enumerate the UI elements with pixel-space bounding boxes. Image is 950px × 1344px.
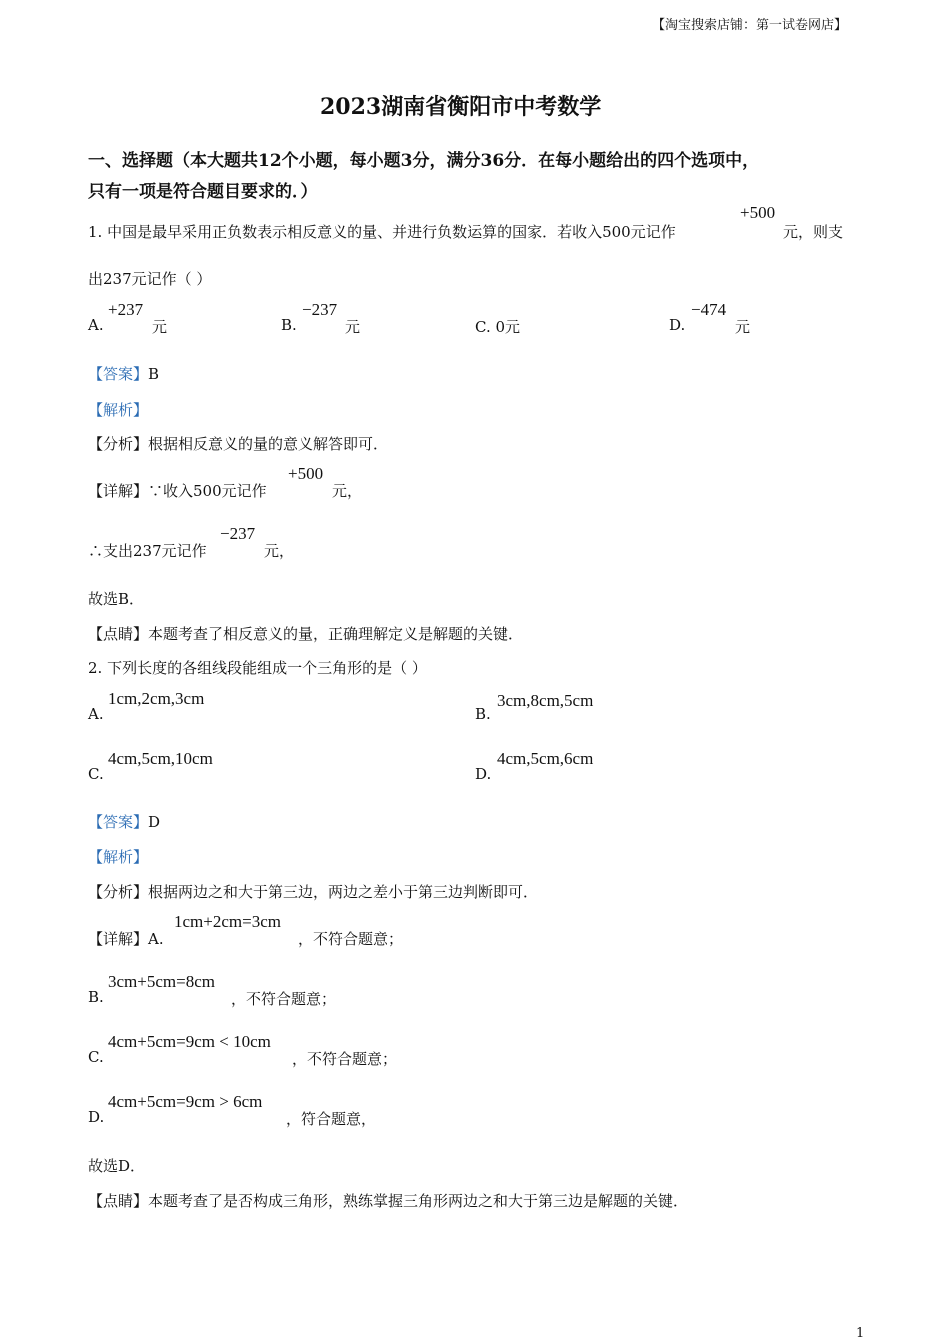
q2-stem: 2. 下列长度的各组线段能组成一个三角形的是（ ） (88, 659, 427, 677)
option-math: 3cm,8cm,5cm (497, 691, 594, 710)
q2-detail-b-label: B. (88, 988, 104, 1006)
option-label: B. (281, 316, 297, 334)
q1-stem-b: 元，则支 (783, 223, 844, 241)
comment-tag: 【点睛】 (88, 625, 149, 643)
option-label: C. (88, 765, 104, 783)
q1-analysis-tag: 【解析】 (88, 401, 149, 419)
q1-choose: 故选B． (88, 590, 145, 608)
option-math: +237 (108, 300, 144, 319)
q2-detail-text-d: ，符合题意， (286, 1110, 377, 1128)
option-label: D. (669, 316, 686, 334)
option-unit: 元 (735, 318, 751, 336)
option-math: −474 (691, 300, 727, 319)
q1-detail-line2: ∴支出237元记作 (88, 542, 207, 560)
q2-answer (88, 811, 160, 832)
option-math: 4cm,5cm,6cm (497, 749, 594, 768)
q1-stem-math: +500 (740, 203, 776, 222)
section-heading-line2: 只有一项是符合题目要求的．） (88, 182, 318, 202)
fenxi-tag: 【分析】 (88, 435, 149, 453)
q2-detail-c-label: C. (88, 1048, 104, 1066)
q1-fenxi (88, 433, 388, 454)
option-math: −237 (302, 300, 338, 319)
detail-label: A. (148, 930, 164, 948)
option-label: A. (88, 316, 104, 334)
q2-detail-math-d: 4cm+5cm=9cm > 6cm (108, 1092, 263, 1111)
option-label: B. (475, 705, 491, 723)
fenxi-text: 根据两边之和大于第三边，两边之差小于第三边判断即可． (148, 883, 539, 901)
detail-tag: 【详解】 (88, 930, 149, 948)
section-heading-line1: 一、选择题（本大题共12个小题，每小题3分，满分36分．在每小题给出的四个选项中， (88, 151, 760, 171)
answer-tag: 【答案】 (88, 813, 149, 831)
q2-choose: 故选D． (88, 1157, 146, 1175)
q1-stem-a: 1. 中国是最早采用正负数表示相反意义的量、并进行负数运算的国家．若收入500元记作 (88, 223, 676, 241)
q2-detail-text-b: ，不符合题意； (231, 990, 337, 1008)
q2-comment (88, 1190, 688, 1211)
page-title: 2023湖南省衡阳市中考数学 (320, 94, 602, 120)
fenxi-text: 根据相反意义的量的意义解答即可． (148, 435, 389, 453)
detail-text: ∵收入500元记作 (148, 482, 267, 500)
q2-detail-a (88, 928, 164, 949)
q2-fenxi (88, 881, 538, 902)
q2-detail-text-c: ，不符合题意； (292, 1050, 398, 1068)
q1-detail-line1 (88, 480, 267, 501)
q2-analysis-tag: 【解析】 (88, 848, 149, 866)
detail-tag: 【详解】 (88, 482, 149, 500)
page-number: 1 (856, 1326, 865, 1341)
q2-detail-math-a: 1cm+2cm=3cm (174, 912, 281, 931)
shop-header: 【淘宝搜索店铺：第一试卷网店】 (652, 18, 848, 33)
q1-detail-unit-1: 元， (332, 482, 363, 500)
answer-tag: 【答案】 (88, 365, 149, 383)
option-math: 1cm,2cm,3cm (108, 689, 205, 708)
q1-answer (88, 363, 159, 384)
q1-comment (88, 623, 523, 644)
comment-text: 本题考查了相反意义的量，正确理解定义是解题的关键． (148, 625, 524, 643)
comment-text: 本题考查了是否构成三角形，熟练掌握三角形两边之和大于第三边是解题的关键． (148, 1192, 689, 1210)
answer-value: B (148, 365, 160, 383)
q2-detail-text-a: ，不符合题意； (298, 930, 404, 948)
q2-detail-math-c: 4cm+5cm=9cm < 10cm (108, 1032, 271, 1051)
option-label: A. (88, 705, 104, 723)
q2-detail-d-label: D. (88, 1108, 105, 1126)
q1-detail-math-1: +500 (288, 464, 324, 483)
option-unit: 元 (345, 318, 361, 336)
q1-stem-c: 出237元记作（ ） (88, 270, 212, 288)
comment-tag: 【点睛】 (88, 1192, 149, 1210)
option-math: 4cm,5cm,10cm (108, 749, 213, 768)
q2-detail-math-b: 3cm+5cm=8cm (108, 972, 215, 991)
option-label: D. (475, 765, 492, 783)
option-unit: 元 (152, 318, 168, 336)
answer-value: D (148, 813, 161, 831)
option-label: C. 0元 (475, 318, 521, 336)
q1-detail-math-2: −237 (220, 524, 256, 543)
fenxi-tag: 【分析】 (88, 883, 149, 901)
q1-detail-unit-2: 元， (264, 542, 295, 560)
